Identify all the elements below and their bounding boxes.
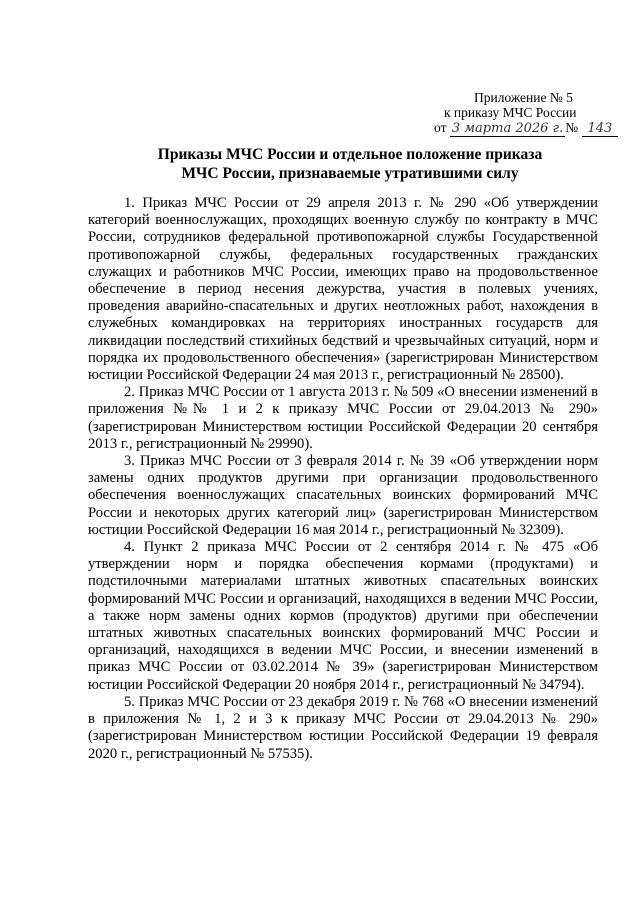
document-body bbox=[88, 195, 598, 763]
appendix-header bbox=[420, 90, 620, 136]
title-line-2: МЧС России, признаваемые утратившими силу bbox=[181, 165, 519, 182]
date-prefix: от bbox=[434, 120, 447, 135]
list-item: 4. Пункт 2 приказа МЧС России от 2 сентября 2014 г. № 475 «Об утверждении норм и порядка обеспечения кормами (продуктами) и подстилочными материалами штатных животных спасательных воинских формирований МЧС России и организаций, находящихся в ведении МЧС России, а также норм замены одних кормов (продуктов) другими при обеспечении штатных животных спасательных воинских формирований МЧС России и организаций, находящихся в ведении МЧС России, и внесении изменений в приказ МЧС России от 03.02.2014 № 39» (зарегистрирован Министерством юстиции Российской Федерации 20 ноября 2014 г., регистрационный № 34794). bbox=[88, 539, 598, 693]
appendix-number: Приложение № 5 bbox=[474, 90, 573, 105]
appendix-order-ref: к приказу МЧС России bbox=[444, 105, 577, 120]
number-prefix: № bbox=[565, 120, 579, 135]
title-line-1: Приказы МЧС России и отдельное положение приказа bbox=[157, 146, 543, 163]
document-title bbox=[80, 145, 620, 183]
list-item: 3. Приказ МЧС России от 3 февраля 2014 г. № 39 «Об утверждении норм замены одних продуктов другими при организации продовольственного обеспечения военнослужащих спасательных воинских формирований МЧС России и некоторых других категорий лиц» (зарегистрирован Министерством юстиции Российской Федерации 16 мая 2014 г., регистрационный № 32309). bbox=[88, 453, 598, 538]
appendix-date-line bbox=[420, 120, 620, 136]
list-item: 2. Приказ МЧС России от 1 августа 2013 г. № 509 «О внесении изменений в приложения №№ 1 и 2 к приказу МЧС России от 29.04.2013 № 290» (зарегистрирован Министерством юстиции Российской Федерации 20 сентября 2013 г., регистрационный № 29990). bbox=[88, 384, 598, 452]
list-item: 5. Приказ МЧС России от 23 декабря 2019 г. № 768 «О внесении изменений в приложения № 1, 2 и 3 к приказу МЧС России от 29.04.2013 № 290» (зарегистрирован Министерством юстиции Российской Федерации 19 февраля 2020 г., регистрационный № 57535). bbox=[88, 693, 598, 762]
list-item: 1. Приказ МЧС России от 29 апреля 2013 г. № 290 «Об утверждении категорий военнослужащих, проходящих военную службу по контракту в МЧС России, сотрудников федеральной противопожарной службы Государственной противопожарной службы, федеральных государственных гражданских служащих и работников МЧС России, имеющих право на продовольственное обеспечение в период несения дежурства, участия в полевых учениях, проведения аварийно-спасательных и других неотложных работ, нахождения в служебных командировках на территориях иностранных государств для ликвидации последствий стихийных бедствий и чрезвычайных ситуаций, норм и порядка их продовольственного обеспечения» (зарегистрирован Министерством юстиции Российской Федерации 24 мая 2013 г., регистрационный № 28500). bbox=[88, 195, 598, 384]
handwritten-order-number: 143 bbox=[582, 121, 619, 137]
handwritten-date: 3 марта 2026 г. bbox=[451, 121, 564, 136]
